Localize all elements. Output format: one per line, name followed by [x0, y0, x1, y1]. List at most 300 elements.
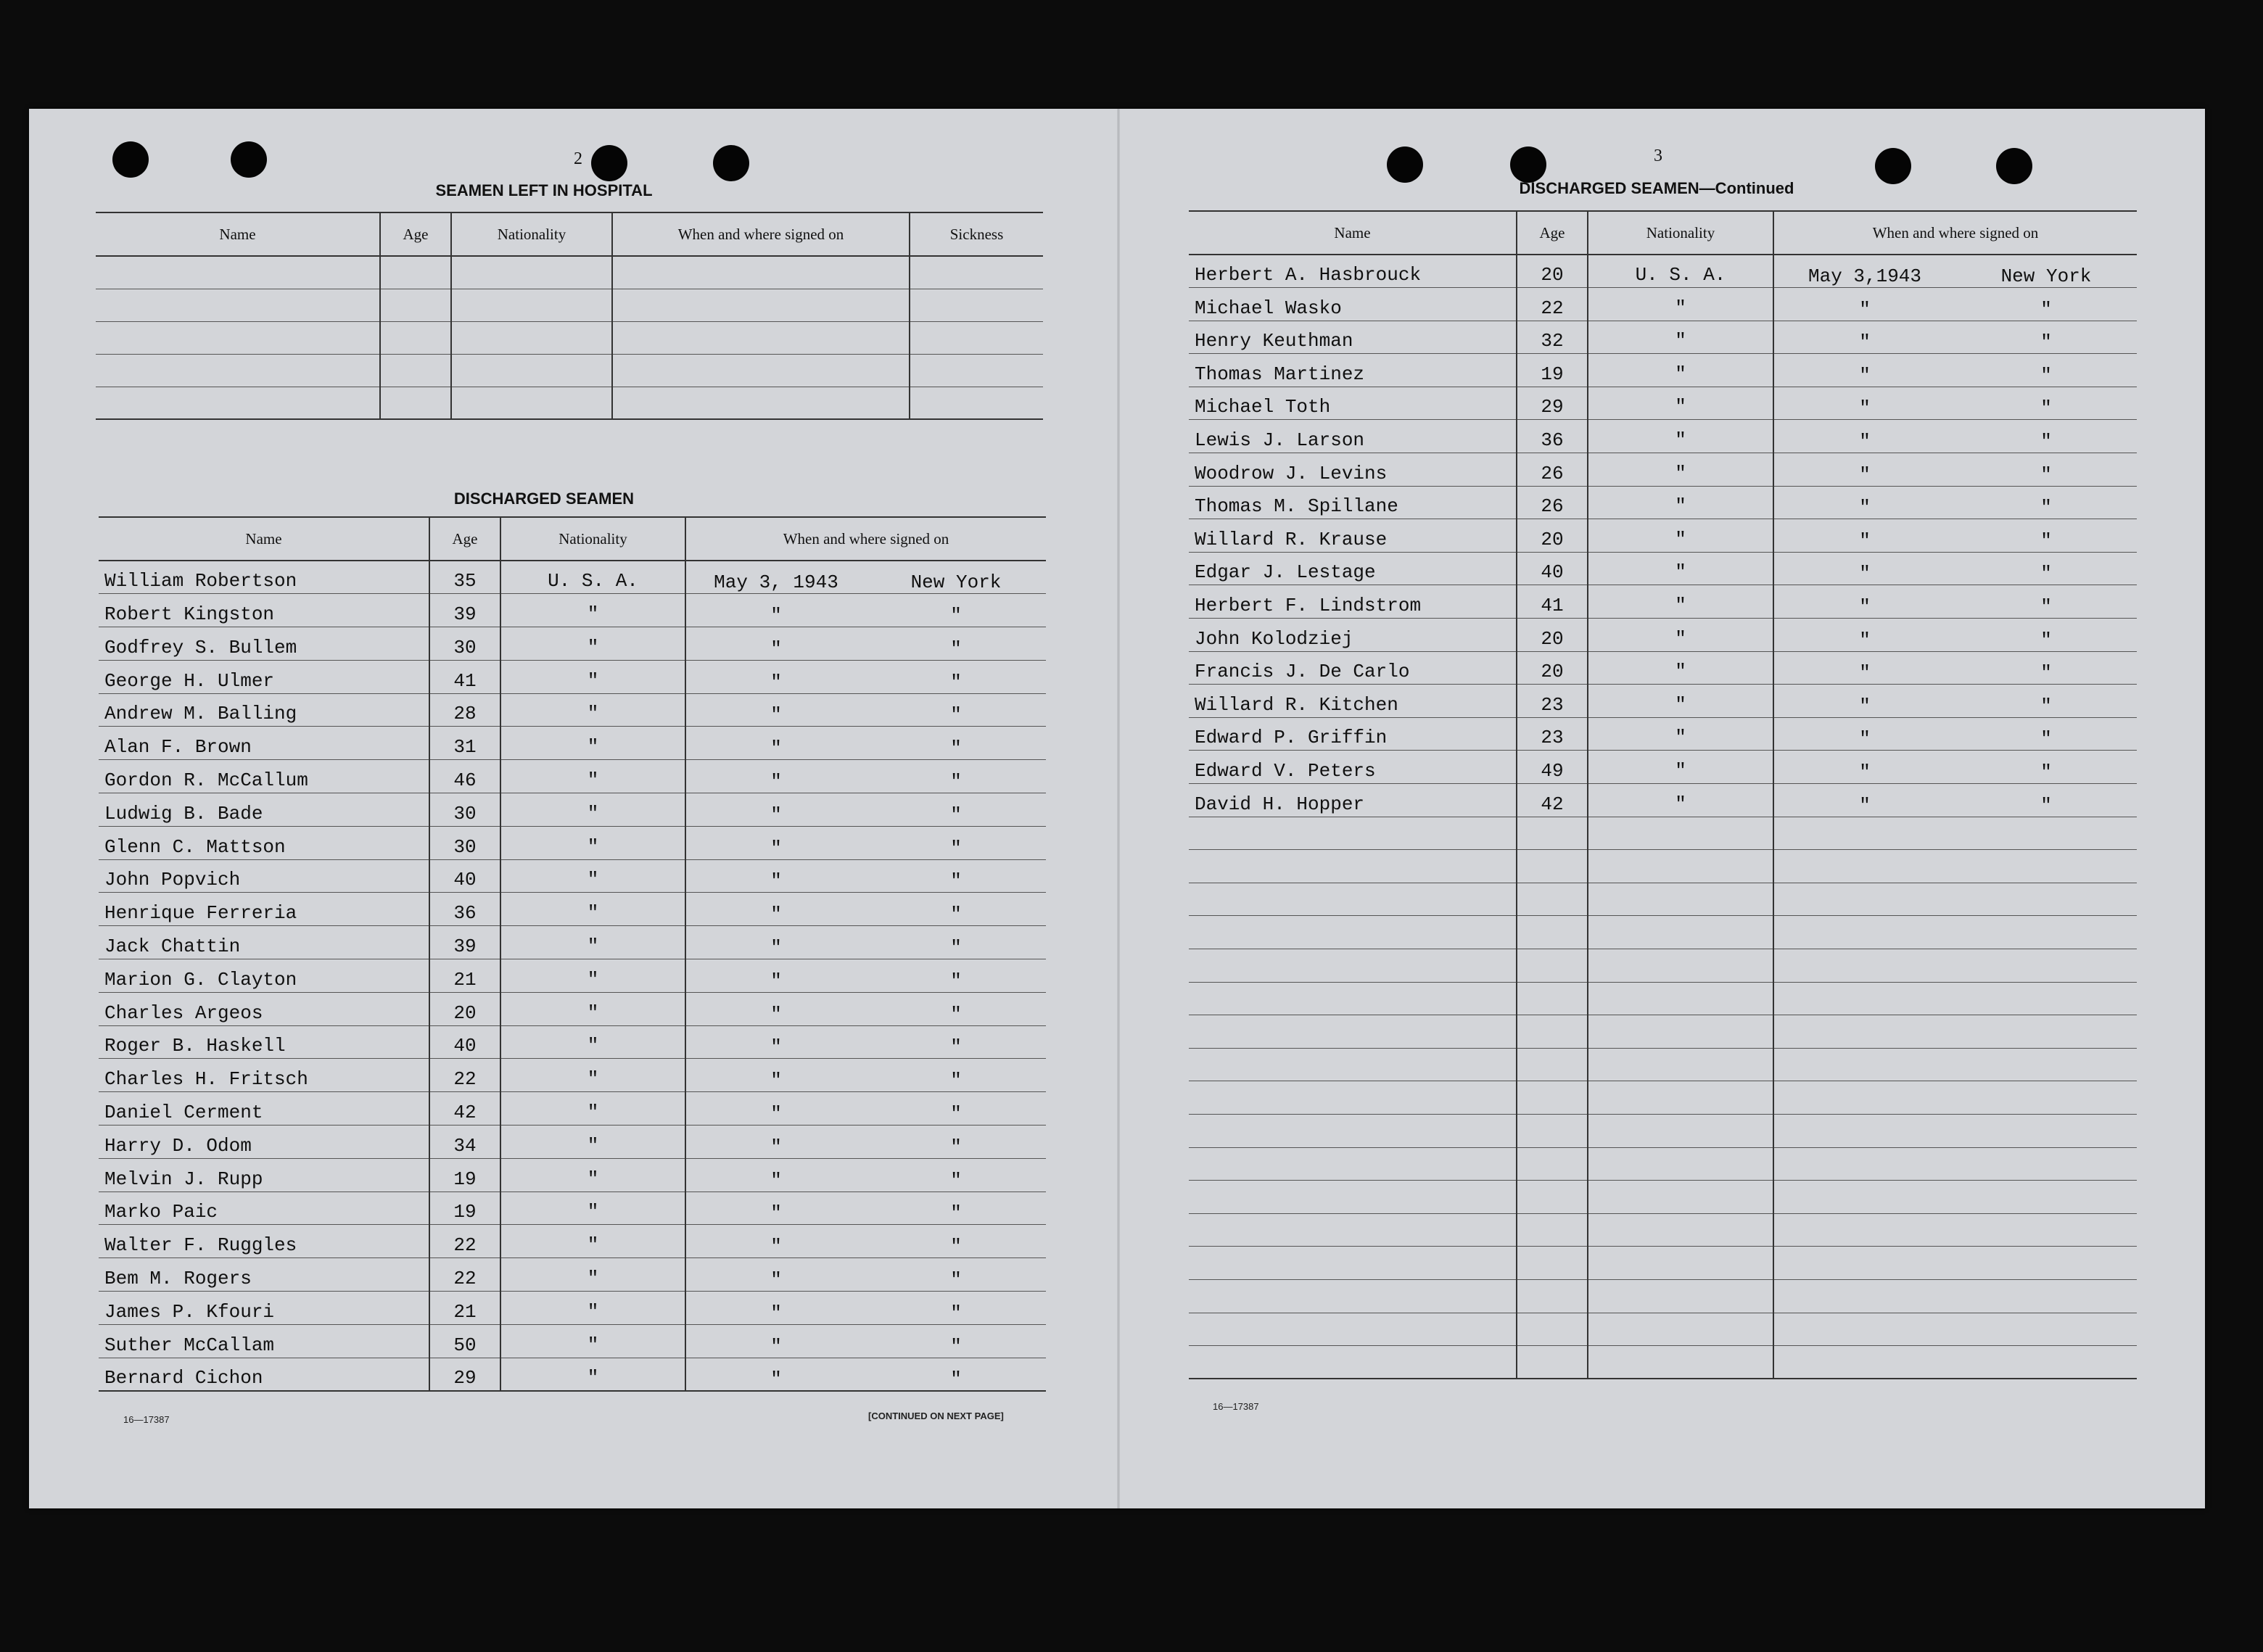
blank-row	[1189, 1147, 2137, 1181]
seaman-nationality: "	[500, 1225, 685, 1258]
table-row	[1189, 519, 2137, 553]
signed-on-values	[686, 804, 1046, 826]
seaman-name: Alan F. Brown	[99, 727, 429, 760]
signed-on-date: "	[1859, 761, 1871, 783]
seaman-name: Francis J. De Carlo	[1189, 651, 1517, 685]
seaman-name: Willard R. Kitchen	[1189, 685, 1517, 718]
seaman-nationality: "	[500, 893, 685, 926]
signed-on-place: "	[950, 804, 962, 826]
seaman-nationality: "	[1588, 321, 1773, 354]
seaman-name: Henry Keuthman	[1189, 321, 1517, 354]
seaman-name: Ludwig B. Bade	[99, 793, 429, 827]
table-row	[1189, 585, 2137, 619]
signed-on-place: "	[950, 1202, 962, 1225]
signed-on-values	[686, 1036, 1046, 1058]
seaman-age: 19	[429, 1158, 500, 1191]
seaman-age: 21	[429, 959, 500, 993]
signed-on-date: "	[1859, 794, 1871, 817]
blank-cell	[1189, 883, 1517, 916]
signed-on-place: "	[950, 1169, 962, 1191]
blank-row	[1189, 1114, 2137, 1147]
signed-on-date: "	[1859, 563, 1871, 585]
seaman-age: 23	[1517, 717, 1588, 751]
seaman-nationality: "	[1588, 717, 1773, 751]
signed-on-cell	[685, 926, 1046, 959]
table-row	[1189, 685, 2137, 718]
table-row	[99, 1225, 1046, 1258]
signed-on-values	[686, 870, 1046, 892]
signed-on-cell	[685, 1191, 1046, 1225]
seaman-name: Charles Argeos	[99, 992, 429, 1025]
hospital-table	[96, 212, 1043, 420]
signed-on-values	[1774, 365, 2137, 387]
seaman-nationality: "	[500, 793, 685, 827]
left-page	[29, 109, 1117, 1508]
signed-on-place: "	[950, 1302, 962, 1324]
blank-row	[1189, 817, 2137, 850]
seaman-nationality: "	[500, 1292, 685, 1325]
signed-on-cell	[685, 1292, 1046, 1325]
signed-on-place: "	[2040, 364, 2052, 387]
signed-on-values	[686, 771, 1046, 793]
table-row	[99, 594, 1046, 627]
table-row	[1189, 751, 2137, 784]
table-row	[1189, 453, 2137, 487]
signed-on-date: May 3,1943	[1807, 265, 1922, 288]
seaman-nationality: "	[1588, 354, 1773, 387]
signed-on-place: "	[950, 1236, 962, 1258]
seaman-age: 46	[429, 760, 500, 793]
blank-cell	[612, 387, 910, 419]
blank-row	[1189, 1015, 2137, 1049]
seaman-age: 40	[1517, 552, 1588, 585]
signed-on-place: "	[950, 904, 962, 926]
seaman-name: Lewis J. Larson	[1189, 420, 1517, 453]
blank-row	[1189, 1181, 2137, 1214]
signed-on-cell	[1773, 552, 2137, 585]
table-row	[1189, 784, 2137, 817]
signed-on-values	[686, 672, 1046, 693]
blank-cell	[380, 321, 451, 354]
table-row	[99, 561, 1046, 594]
seaman-name: John Kolodziej	[1189, 619, 1517, 652]
seaman-age: 40	[429, 859, 500, 893]
table-row	[99, 859, 1046, 893]
seaman-name: Bernard Cichon	[99, 1358, 429, 1391]
seaman-age: 19	[429, 1191, 500, 1225]
blank-cell	[1517, 1247, 1588, 1280]
signed-on-place: "	[2040, 497, 2052, 519]
column-header: Age	[429, 517, 500, 561]
seaman-name: Charles H. Fritsch	[99, 1059, 429, 1092]
seaman-name: Woodrow J. Levins	[1189, 453, 1517, 487]
blank-cell	[1189, 1081, 1517, 1115]
blank-cell	[612, 354, 910, 387]
table-row	[99, 727, 1046, 760]
signed-on-date: "	[770, 1302, 782, 1324]
blank-cell	[96, 387, 380, 419]
seaman-name: Thomas M. Spillane	[1189, 486, 1517, 519]
seaman-name: George H. Ulmer	[99, 660, 429, 693]
discharged-continued-title: DISCHARGED SEAMEN—Continued	[1519, 179, 1794, 197]
seaman-age: 31	[429, 727, 500, 760]
seaman-name: Herbert F. Lindstrom	[1189, 585, 1517, 619]
blank-cell	[1517, 850, 1588, 883]
seaman-nationality: "	[1588, 585, 1773, 619]
blank-cell	[1588, 949, 1773, 982]
blank-cell	[612, 289, 910, 321]
signed-on-place: "	[950, 970, 962, 992]
column-header: Name	[99, 517, 429, 561]
table-row	[99, 1324, 1046, 1358]
seaman-age: 39	[429, 594, 500, 627]
blank-row	[1189, 1081, 2137, 1115]
blank-cell	[1773, 982, 2137, 1015]
seaman-name: Marion G. Clayton	[99, 959, 429, 993]
signed-on-place: "	[950, 837, 962, 859]
signed-on-place: New York	[910, 571, 1002, 594]
seaman-nationality: "	[1588, 784, 1773, 817]
blank-row	[1189, 1279, 2137, 1313]
seaman-nationality: "	[500, 1158, 685, 1191]
signed-on-values	[1774, 265, 2137, 287]
blank-cell	[1588, 1181, 1773, 1214]
signed-on-place: "	[2040, 662, 2052, 685]
signed-on-date: "	[1859, 497, 1871, 519]
column-header: Name	[96, 212, 380, 256]
column-header: Name	[1189, 211, 1517, 255]
blank-cell	[1773, 817, 2137, 850]
signed-on-cell	[1773, 486, 2137, 519]
signed-on-values	[686, 937, 1046, 959]
blank-cell	[1588, 916, 1773, 949]
seaman-age: 30	[429, 793, 500, 827]
signed-on-values	[686, 1103, 1046, 1125]
seaman-name: Edward P. Griffin	[1189, 717, 1517, 751]
signed-on-cell	[685, 693, 1046, 727]
table-row	[1189, 420, 2137, 453]
signed-on-cell	[685, 1158, 1046, 1191]
seaman-name: Glenn C. Mattson	[99, 826, 429, 859]
signed-on-place: "	[950, 1136, 962, 1158]
blank-cell	[96, 354, 380, 387]
blank-cell	[1588, 1346, 1773, 1379]
blank-cell	[1189, 1181, 1517, 1214]
table-row	[99, 693, 1046, 727]
page-number: 3	[1654, 146, 1662, 165]
signed-on-date: "	[770, 605, 782, 627]
seaman-nationality: "	[500, 727, 685, 760]
signed-on-place: "	[950, 870, 962, 893]
blank-cell	[96, 321, 380, 354]
blank-cell	[1588, 850, 1773, 883]
blank-cell	[1588, 883, 1773, 916]
seaman-name: Robert Kingston	[99, 594, 429, 627]
signed-on-date: "	[770, 970, 782, 992]
seaman-name: Daniel Cerment	[99, 1092, 429, 1126]
form-code: 16—17387	[1213, 1401, 1259, 1412]
table-row	[99, 1358, 1046, 1391]
signed-on-cell	[685, 893, 1046, 926]
signed-on-place: "	[2040, 728, 2052, 751]
table-row	[99, 627, 1046, 661]
signed-on-date: "	[1859, 364, 1871, 387]
seaman-nationality: "	[1588, 453, 1773, 487]
table-row	[1189, 651, 2137, 685]
signed-on-date: "	[770, 1269, 782, 1292]
seaman-nationality: "	[1588, 486, 1773, 519]
signed-on-date: "	[770, 1368, 782, 1390]
signed-on-date: "	[770, 1202, 782, 1225]
seaman-name: Michael Wasko	[1189, 288, 1517, 321]
seaman-age: 20	[1517, 651, 1588, 685]
table-row	[99, 926, 1046, 959]
blank-cell	[380, 289, 451, 321]
seaman-nationality: "	[1588, 651, 1773, 685]
blank-cell	[1773, 1313, 2137, 1346]
signed-on-place: "	[2040, 529, 2052, 552]
signed-on-values	[686, 1336, 1046, 1358]
signed-on-values	[1774, 530, 2137, 552]
signed-on-place: "	[2040, 629, 2052, 651]
seaman-name: Herbert A. Hasbrouck	[1189, 255, 1517, 288]
blank-row	[1189, 1346, 2137, 1379]
blank-cell	[1517, 883, 1588, 916]
blank-row	[1189, 1048, 2137, 1081]
signed-on-values	[1774, 596, 2137, 618]
seaman-nationality: "	[500, 1258, 685, 1292]
blank-cell	[1773, 1048, 2137, 1081]
signed-on-place: "	[950, 605, 962, 627]
blank-cell	[1588, 1247, 1773, 1280]
seaman-name: David H. Hopper	[1189, 784, 1517, 817]
blank-cell	[1189, 1247, 1517, 1280]
blank-row	[1189, 949, 2137, 982]
blank-cell	[451, 289, 612, 321]
column-header: Nationality	[500, 517, 685, 561]
signed-on-place: "	[2040, 463, 2052, 486]
signed-on-place: "	[950, 937, 962, 959]
blank-cell	[1773, 883, 2137, 916]
blank-cell	[910, 387, 1043, 419]
table-row	[99, 893, 1046, 926]
seaman-nationality: U. S. A.	[500, 561, 685, 594]
signed-on-date: "	[770, 771, 782, 793]
signed-on-cell	[1773, 288, 2137, 321]
signed-on-cell	[685, 660, 1046, 693]
blank-row	[1189, 883, 2137, 916]
signed-on-date: "	[770, 1103, 782, 1126]
seaman-nationality: "	[500, 1126, 685, 1159]
signed-on-values	[1774, 397, 2137, 419]
seaman-name: Edgar J. Lestage	[1189, 552, 1517, 585]
signed-on-cell	[1773, 619, 2137, 652]
blank-row	[96, 289, 1043, 321]
blank-cell	[1189, 1114, 1517, 1147]
seaman-name: Gordon R. McCallum	[99, 760, 429, 793]
seaman-age: 32	[1517, 321, 1588, 354]
seaman-nationality: "	[1588, 685, 1773, 718]
signed-on-date: "	[770, 870, 782, 893]
signed-on-values	[686, 1202, 1046, 1224]
seaman-age: 26	[1517, 453, 1588, 487]
signed-on-date: "	[1859, 298, 1871, 321]
table-row	[99, 826, 1046, 859]
signed-on-values	[1774, 629, 2137, 651]
seaman-name: James P. Kfouri	[99, 1292, 429, 1325]
seaman-nationality: "	[500, 693, 685, 727]
signed-on-date: "	[1859, 596, 1871, 619]
signed-on-date: "	[770, 837, 782, 859]
signed-on-date: "	[770, 704, 782, 727]
blank-cell	[451, 321, 612, 354]
seaman-age: 30	[429, 627, 500, 661]
signed-on-date: "	[770, 1036, 782, 1059]
seaman-age: 28	[429, 693, 500, 727]
table-row	[99, 1092, 1046, 1126]
signed-on-values	[686, 1302, 1046, 1324]
blank-cell	[1588, 1213, 1773, 1247]
signed-on-cell	[1773, 255, 2137, 288]
blank-cell	[1517, 982, 1588, 1015]
signed-on-date: "	[770, 1335, 782, 1358]
blank-cell	[1189, 1048, 1517, 1081]
seaman-age: 50	[429, 1324, 500, 1358]
signed-on-values	[686, 838, 1046, 859]
signed-on-cell	[685, 594, 1046, 627]
signed-on-values	[686, 970, 1046, 992]
seaman-nationality: "	[1588, 420, 1773, 453]
seaman-nationality: "	[500, 926, 685, 959]
signed-on-cell	[1773, 321, 2137, 354]
blank-row	[1189, 916, 2137, 949]
signed-on-place: "	[950, 637, 962, 660]
seaman-age: 40	[429, 1025, 500, 1059]
signed-on-values	[686, 1236, 1046, 1257]
seaman-age: 22	[1517, 288, 1588, 321]
table-row	[1189, 255, 2137, 288]
signed-on-date: "	[770, 738, 782, 760]
seaman-nationality: "	[500, 760, 685, 793]
signed-on-values	[686, 571, 1046, 593]
blank-cell	[1517, 1213, 1588, 1247]
seaman-name: Roger B. Haskell	[99, 1025, 429, 1059]
blank-row	[96, 387, 1043, 419]
blank-cell	[96, 256, 380, 289]
column-header: Age	[380, 212, 451, 256]
blank-cell	[1588, 1279, 1773, 1313]
signed-on-date: "	[1859, 695, 1871, 717]
signed-on-cell	[685, 1358, 1046, 1391]
seaman-nationality: "	[1588, 552, 1773, 585]
signed-on-cell	[685, 727, 1046, 760]
seaman-name: Godfrey S. Bullem	[99, 627, 429, 661]
table-row	[1189, 354, 2137, 387]
signed-on-place: "	[2040, 397, 2052, 420]
table-row	[1189, 486, 2137, 519]
seaman-name: Thomas Martinez	[1189, 354, 1517, 387]
table-row	[99, 760, 1046, 793]
signed-on-values	[686, 1004, 1046, 1025]
signed-on-place: "	[950, 1003, 962, 1025]
seaman-age: 49	[1517, 751, 1588, 784]
signed-on-place: "	[2040, 695, 2052, 717]
signed-on-date: "	[1859, 431, 1871, 453]
seaman-nationality: "	[1588, 751, 1773, 784]
seaman-age: 21	[429, 1292, 500, 1325]
seaman-name: Edward V. Peters	[1189, 751, 1517, 784]
seaman-nationality: "	[500, 1191, 685, 1225]
blank-row	[1189, 1313, 2137, 1346]
seaman-age: 29	[1517, 387, 1588, 420]
seaman-age: 36	[1517, 420, 1588, 453]
hospital-section-title: SEAMEN LEFT IN HOSPITAL	[435, 181, 653, 199]
seaman-name: Walter F. Ruggles	[99, 1225, 429, 1258]
signed-on-cell	[685, 826, 1046, 859]
column-header: When and where signed on	[612, 212, 910, 256]
signed-on-values	[686, 1170, 1046, 1191]
signed-on-place: "	[2040, 761, 2052, 783]
signed-on-values	[686, 605, 1046, 627]
seaman-name: Suther McCallam	[99, 1324, 429, 1358]
seaman-age: 41	[1517, 585, 1588, 619]
signed-on-cell	[1773, 651, 2137, 685]
signed-on-date: "	[770, 671, 782, 693]
seaman-name: Henrique Ferreria	[99, 893, 429, 926]
signed-on-cell	[685, 793, 1046, 827]
seaman-nationality: "	[500, 1025, 685, 1059]
signed-on-cell	[1773, 420, 2137, 453]
blank-cell	[1773, 1181, 2137, 1214]
signed-on-values	[1774, 331, 2137, 353]
table-row	[1189, 288, 2137, 321]
seaman-nationality: "	[500, 859, 685, 893]
table-row	[99, 1191, 1046, 1225]
seaman-age: 23	[1517, 685, 1588, 718]
seaman-nationality: "	[500, 992, 685, 1025]
signed-on-date: "	[1859, 463, 1871, 486]
blank-row	[1189, 1213, 2137, 1247]
blank-cell	[1517, 1015, 1588, 1049]
blank-cell	[1773, 1247, 2137, 1280]
seaman-name: Jack Chattin	[99, 926, 429, 959]
blank-cell	[1773, 1081, 2137, 1115]
table-row	[99, 959, 1046, 993]
signed-on-place: "	[2040, 596, 2052, 619]
signed-on-values	[686, 1368, 1046, 1390]
seaman-name: John Popvich	[99, 859, 429, 893]
signed-on-cell	[685, 1258, 1046, 1292]
blank-cell	[1773, 1114, 2137, 1147]
discharged-continued-table	[1189, 210, 2137, 1379]
signed-on-date: "	[1859, 728, 1871, 751]
signed-on-cell	[685, 627, 1046, 661]
blank-cell	[1588, 1147, 1773, 1181]
blank-cell	[1773, 949, 2137, 982]
continued-note: [CONTINUED ON NEXT PAGE]	[868, 1411, 1004, 1421]
seaman-name: Andrew M. Balling	[99, 693, 429, 727]
blank-row	[96, 256, 1043, 289]
seaman-age: 20	[1517, 519, 1588, 553]
blank-cell	[1189, 1279, 1517, 1313]
signed-on-cell	[1773, 717, 2137, 751]
seaman-name: Harry D. Odom	[99, 1126, 429, 1159]
blank-cell	[451, 256, 612, 289]
table-row	[1189, 619, 2137, 652]
table-row	[99, 1258, 1046, 1292]
blank-cell	[1773, 1147, 2137, 1181]
column-header: Nationality	[451, 212, 612, 256]
